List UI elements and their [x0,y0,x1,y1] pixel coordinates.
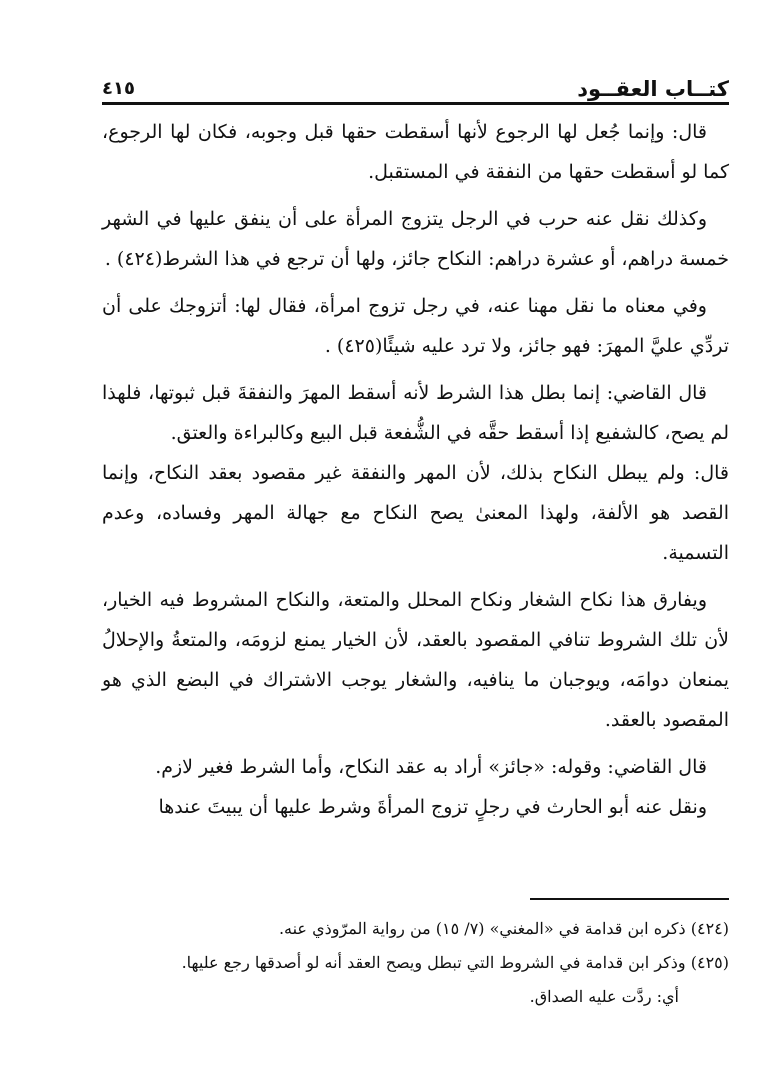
footnotes [102,912,729,1014]
page-number: ٤١٥ [102,78,135,99]
footnote: (٤٢٤) ذكره ابن قدامة في «المغني» (٧/ ١٥) من رواية المرّوذي عنه. [278,919,729,938]
paragraph: قال: ولم يبطل النكاح بذلك، لأن المهر والنفقة غير مقصود بعقد النكاح، وإنما القصد هو الألفة، ولهذا المعنىٰ يصح النكاح مع جهالة المهر وفساده، وعدم التسمية. [102,462,729,564]
body-text [102,112,729,827]
paragraph: ونقل عنه أبو الحارث في رجلٍ تزوج المرأةَ وشرط عليها أن يبيتَ عندها [158,796,707,818]
paragraph: وفي معناه ما نقل مهنا عنه، في رجل تزوج امرأة، فقال لها: أتزوجك على أن تردِّي عليَّ المهرَ: فهو جائز، ولا ترد عليه شيئًا(٤٢٥) . [102,295,729,357]
paragraph: وكذلك نقل عنه حرب في الرجل يتزوج المرأة على أن ينفق عليها في الشهر خمسة دراهم، أو عشرة دراهم: النكاح جائز، ولها أن ترجع في هذا الشرط(٤٢٤) . [102,208,729,270]
running-title: كتــاب العقــود [577,77,729,101]
paragraph: ويفارق هذا نكاح الشغار ونكاح المحلل والمتعة، والنكاح المشروط فيه الخيار، لأن تلك الشروط تنافي المقصود بالعقد، لأن الخيار يمنع لزومَه، والمتعةُ والإحلالُ يمنعان دوامَه، ويوجبان ما ينافيه، والشغار يوجب الاشتراك في البضع الذي هو المقصود بالعقد. [102,589,729,731]
header-rule [102,102,729,105]
page-header [102,64,729,104]
footnote: (٤٢٥) وذكر ابن قدامة في الشروط التي تبطل ويصح العقد أنه لو أصدقها رجع عليها. [181,953,729,972]
footnote-separator [530,898,729,900]
paragraph: قال القاضي: وقوله: «جائز» أراد به عقد النكاح، وأما الشرط فغير لازم. [155,756,707,778]
paragraph: قال القاضي: إنما بطل هذا الشرط لأنه أسقط المهرَ والنفقةَ قبل ثبوتها، فلهذا لم يصح، كالشفيع إذا أسقط حقَّه في الشُّفعة قبل البيع وكالبراءة والعتق. [102,382,729,444]
footnote-continuation: أي: ردَّت عليه الصداق. [529,987,679,1006]
paragraph: قال: وإنما جُعل لها الرجوع لأنها أسقطت حقها قبل وجوبه، فكان لها الرجوع، كما لو أسقطت حقها من النفقة في المستقبل. [102,121,729,183]
